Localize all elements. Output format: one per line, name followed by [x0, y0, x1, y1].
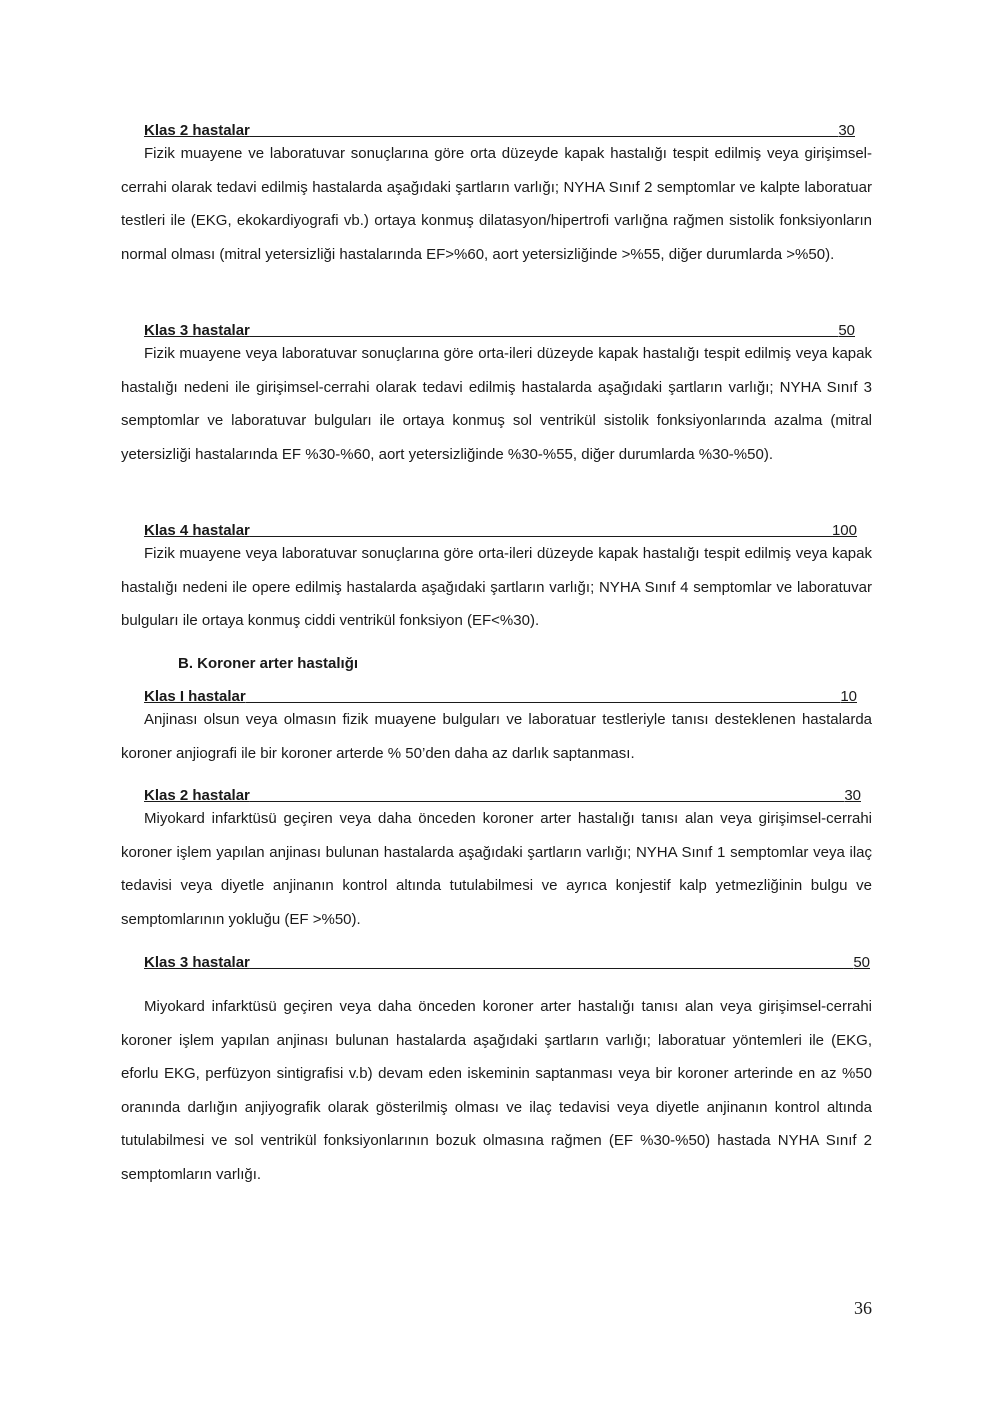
paragraph-b-klas-1: Anjinası olsun veya olmasın fizik muayene bulguları ve laboratuar testleriyle tanısı desteklenen hastalarda koroner anjiografi ile bir koroner arterde % 50’den daha az darlık saptanması. — [121, 711, 872, 762]
heading-label: Klas 2 hastalar — [144, 122, 250, 139]
heading-label: Klas 3 hastalar — [144, 322, 250, 339]
heading-score: 100 — [831, 522, 857, 539]
paragraph-b-klas-3: Miyokard infarktüsü geçiren veya daha önceden koroner arter hastalığı tanısı alan veya girişimsel-cerrahi koroner işlem yapılan anjinası bulunan hastalarda aşağıdaki şartların varlığı; laboratuar yöntemleri ile (EKG, eforlu EKG, perfüzyon sintigrafisi v.b) devam eden iskeminin saptanması veya bir koroner arterinde en az %50 oranında darlığın anjiyografik olarak gösterilmiş olması ve ilaç tedavisi veya diyetle anjinanın kontrol altında tutulabilmesi ve sol ventrikül fonksiyonlarının bozuk olmasına rağmen (EF %30-%50) hastada NYHA Sınıf 2 semptomların varlığı. — [121, 998, 872, 1183]
heading-score: 50 — [853, 954, 870, 971]
heading-label: Klas 2 hastalar — [144, 787, 250, 804]
heading-label: Klas 3 hastalar — [144, 954, 250, 971]
heading-score: 30 — [838, 122, 855, 139]
heading-b-klas-3 — [144, 954, 870, 972]
paragraph-b-klas-2: Miyokard infarktüsü geçiren veya daha önceden koroner arter hastalığı tanısı alan veya girişimsel-cerrahi koroner işlem yapılan anjinası bulunan hastalarda aşağıdaki şartların varlığı; NYHA Sınıf 1 semptomlar veya ilaç tedavisi veya diyetle anjinanın kontrol altında tutulabilmesi ve ayrıca konjestif kalp yetmezliğinin bulgu ve semptomlarının yokluğu (EF >%50). — [121, 810, 872, 928]
heading-rule — [250, 968, 853, 969]
paragraph-klas-3: Fizik muayene veya laboratuvar sonuçlarına göre orta-ileri düzeyde kapak hastalığı tespit edilmiş veya kapak hastalığı nedeni ile girişimsel-cerrahi olarak tedavi edilmiş hastalarda aşağıdaki şartların varlığı; NYHA Sınıf 3 semptomlar ve laboratuvar bulguları ile ortaya konmuş sol ventrikül sistolik fonksiyonlarında azalma (mitral yetersizliği hastalarında EF %30-%60, aort yetersizliğinde %30-%55, diğer durumlarda %30-%50). — [121, 345, 872, 463]
paragraph-klas-4: Fizik muayene veya laboratuvar sonuçlarına göre orta-ileri düzeyde kapak hastalığı tespit edilmiş veya kapak hastalığı nedeni ile opere edilmiş hastalarda aşağıdaki şartların varlığı; NYHA Sınıf 4 semptomlar ve laboratuvar bulguları ile ortaya konmuş ciddi ventrikül fonksiyon (EF<%30). — [121, 545, 872, 629]
heading-score: 50 — [838, 322, 855, 339]
heading-score: 30 — [844, 787, 861, 804]
heading-label: Klas I hastalar — [144, 688, 246, 705]
heading-label: Klas 4 hastalar — [144, 522, 250, 539]
section-b-title: B. Koroner arter hastalığı — [178, 655, 359, 672]
page-number: 36 — [854, 1298, 872, 1318]
paragraph-klas-2: Fizik muayene ve laboratuvar sonuçlarına göre orta düzeyde kapak hastalığı tespit edilmiş veya girişimsel-cerrahi olarak tedavi edilmiş hastalarda aşağıdaki şartların varlığı; NYHA Sınıf 2 semptomlar ve kalpte laboratuar testleri ile (EKG, ekokardiyografi vb.) ortaya konmuş dilatasyon/hipertrofi varlığna rağmen sistolik fonksiyonların normal olması (mitral yetersizliği hastalarında EF>%60, aort yetersizliğinde >%55, diğer durumlarda >%50). — [121, 145, 872, 263]
heading-score: 10 — [840, 688, 857, 705]
